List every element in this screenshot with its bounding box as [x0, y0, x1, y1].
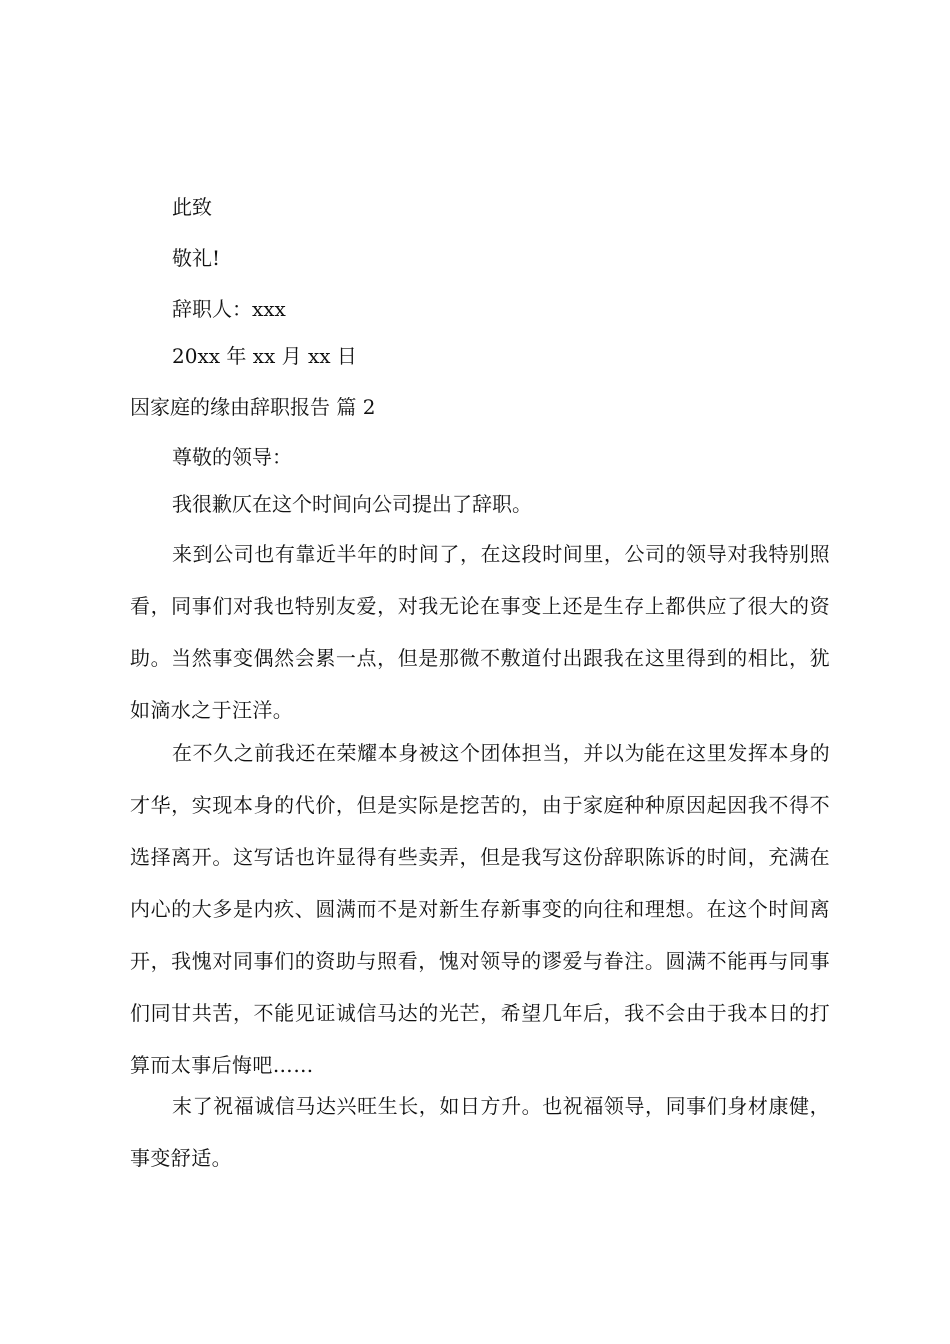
section-title: 因家庭的缘由辞职报告 篇 2	[130, 395, 376, 419]
closing-salutation: 此致	[172, 195, 212, 219]
body-paragraph-2: 在不久之前我还在荣耀本身被这个团体担当，并以为能在这里发挥本身的才华，实现本身的代价，但是实际是挖苦的，由于家庭种种原因起因我不得不选择离开。这写话也许显得有些卖弄，但是我写这份辞职陈诉的时间，充满在内心的大多是内疚、圆满而不是对新生存新事变的向往和理想。在这个时间离开，我愧对同事们的资助与照看，愧对领导的谬爱与眷注。圆满不能再与同事们同甘共苦，不能见证诚信马达的光芒，希望几年后，我不会由于我本日的打算而太事后悔吧……	[130, 741, 830, 1077]
body-paragraph-1: 来到公司也有靠近半年的时间了，在这段时间里，公司的领导对我特别照看，同事们对我也特别友爱，对我无论在事变上还是生存上都供应了很大的资助。当然事变偶然会累一点，但是那微不敷道付出跟我在这里得到的相比，犹如滴水之于汪洋。	[130, 542, 830, 722]
resigner-signature: 辞职人：xxx	[172, 297, 286, 321]
letter-greeting: 尊敬的领导：	[172, 445, 292, 469]
closing-regards: 敬礼!	[172, 246, 221, 270]
letter-date: 20xx 年 xx 月 xx 日	[172, 344, 357, 368]
body-paragraph-3: 末了祝福诚信马达兴旺生长，如日方升。也祝福领导，同事们身材康健，事变舒适。	[130, 1094, 830, 1170]
letter-opening: 我很歉仄在这个时间向公司提出了辞职。	[172, 492, 532, 516]
